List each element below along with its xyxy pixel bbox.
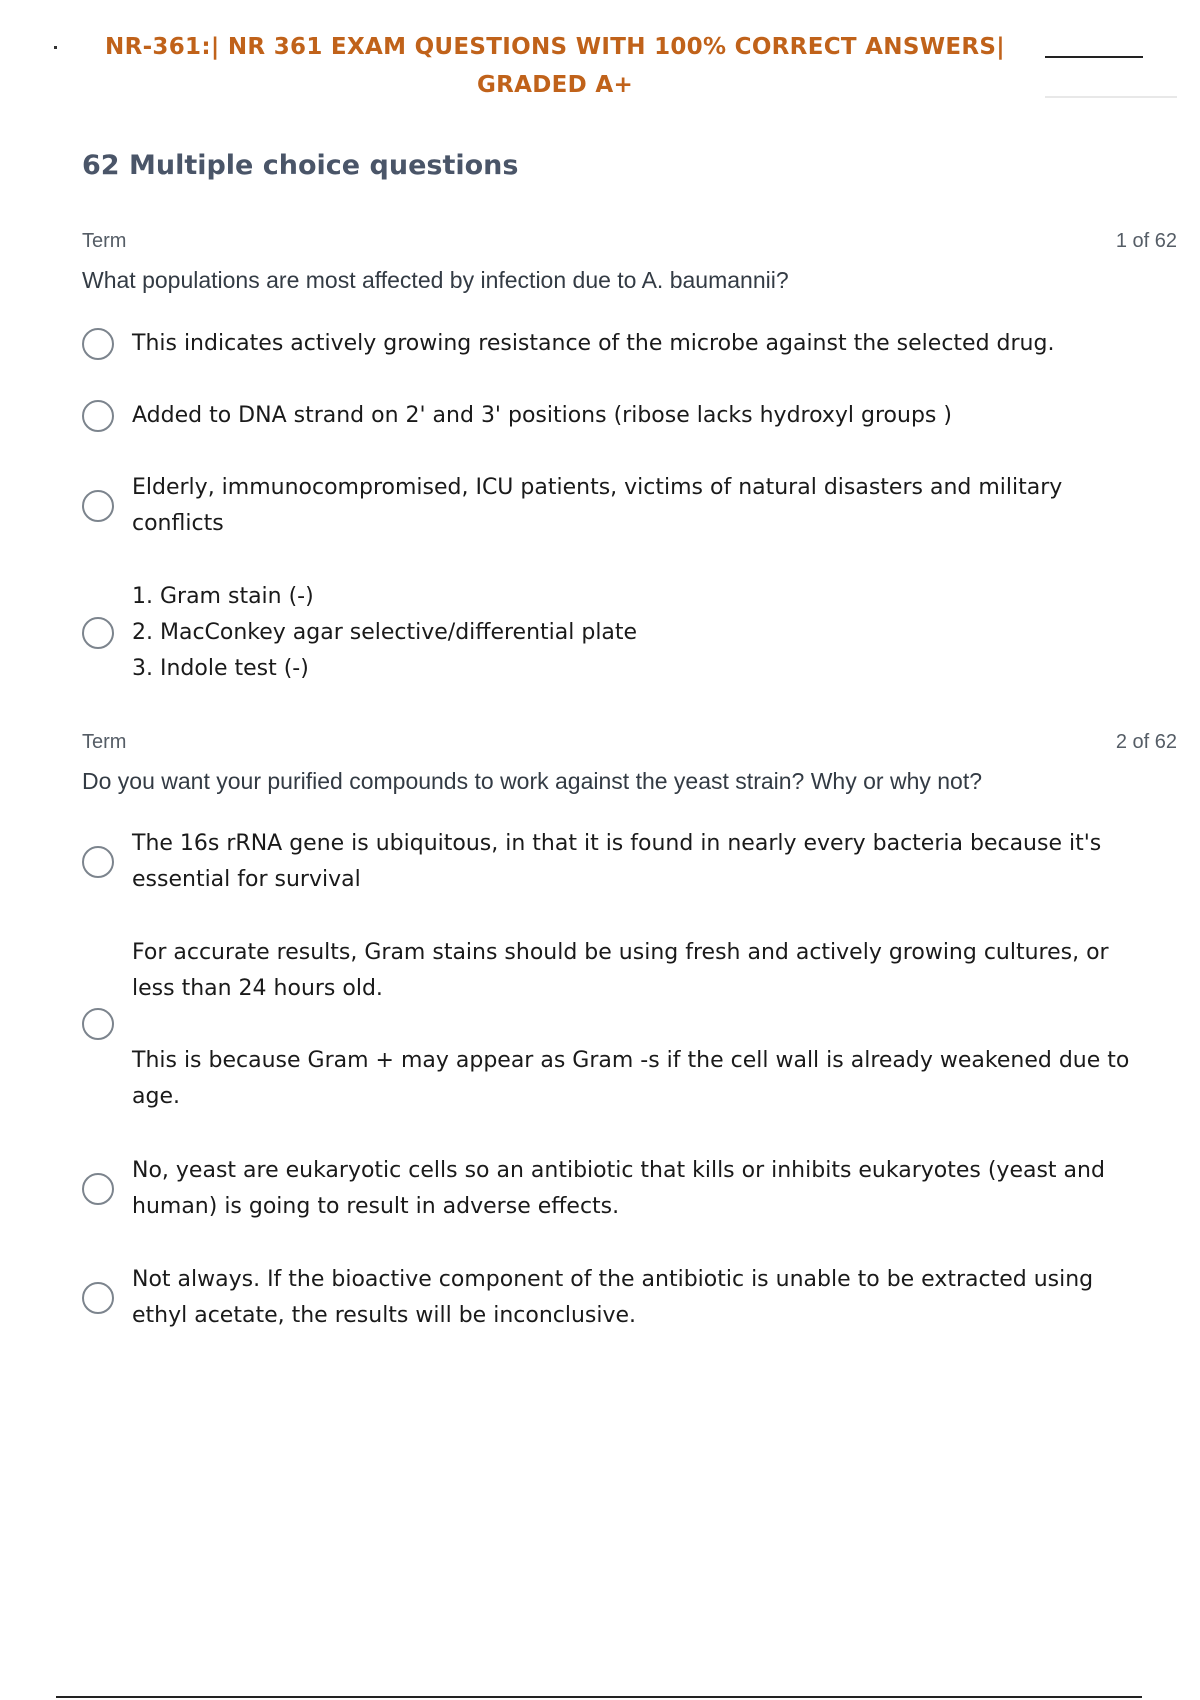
answer-option-text: The 16s rRNA gene is ubiquitous, in that it is found in nearly every bacteria because it's essential for survival xyxy=(132,831,1102,892)
radio-button[interactable] xyxy=(82,617,114,649)
answer-option-text: 1. Gram stain (-) 2. MacConkey agar selective/differential plate 3. Indole test (-) xyxy=(132,584,638,681)
term-count: 2 of 62 xyxy=(1115,731,1177,753)
answer-option-text: No, yeast are eukaryotic cells so an antibiotic that kills or inhibits eukaryotes (yeast and human) is going to result in adverse effects. xyxy=(132,1158,1105,1219)
radio-button[interactable] xyxy=(82,490,114,522)
header-rule xyxy=(1045,56,1143,58)
section-title: 62 Multiple choice questions xyxy=(82,150,519,181)
question-text: Do you want your purified compounds to work against the yeast strain? Why or why not? xyxy=(82,768,983,794)
document-header xyxy=(60,28,1050,104)
term-count: 1 of 62 xyxy=(1115,230,1177,252)
radio-button[interactable] xyxy=(82,400,114,432)
answer-option-text: Not always. If the bioactive component of the antibiotic is unable to be extracted using ethyl acetate, the results will be inconclusive. xyxy=(132,1267,1094,1328)
question-text: What populations are most affected by infection due to A. baumannii? xyxy=(82,267,789,293)
header-dot xyxy=(54,46,57,49)
footer-rule xyxy=(56,1696,1142,1698)
radio-button[interactable] xyxy=(82,846,114,878)
term-label: Term xyxy=(82,230,127,252)
header-title-line2: GRADED A+ xyxy=(476,72,634,98)
answer-option-text: For accurate results, Gram stains should be using fresh and actively growing cultures, or less than 24 hours old. This is because Gram + may appear as Gram -s if the cell wall is already weakened due to age. xyxy=(132,940,1130,1109)
radio-button[interactable] xyxy=(82,1008,114,1040)
answer-option-text: Elderly, immunocompromised, ICU patients, victims of natural disasters and military conflicts xyxy=(132,475,1063,536)
radio-button[interactable] xyxy=(82,1173,114,1205)
answer-option-text: Added to DNA strand on 2' and 3' positions (ribose lacks hydroxyl groups ) xyxy=(132,403,952,428)
radio-button[interactable] xyxy=(82,328,114,360)
header-rule-faint xyxy=(1045,96,1177,98)
header-title-line1: NR-361:| NR 361 EXAM QUESTIONS WITH 100% CORRECT ANSWERS| xyxy=(105,34,1005,60)
radio-button[interactable] xyxy=(82,1282,114,1314)
answer-option-text: This indicates actively growing resistance of the microbe against the selected drug. xyxy=(132,331,1055,356)
term-label: Term xyxy=(82,731,127,753)
